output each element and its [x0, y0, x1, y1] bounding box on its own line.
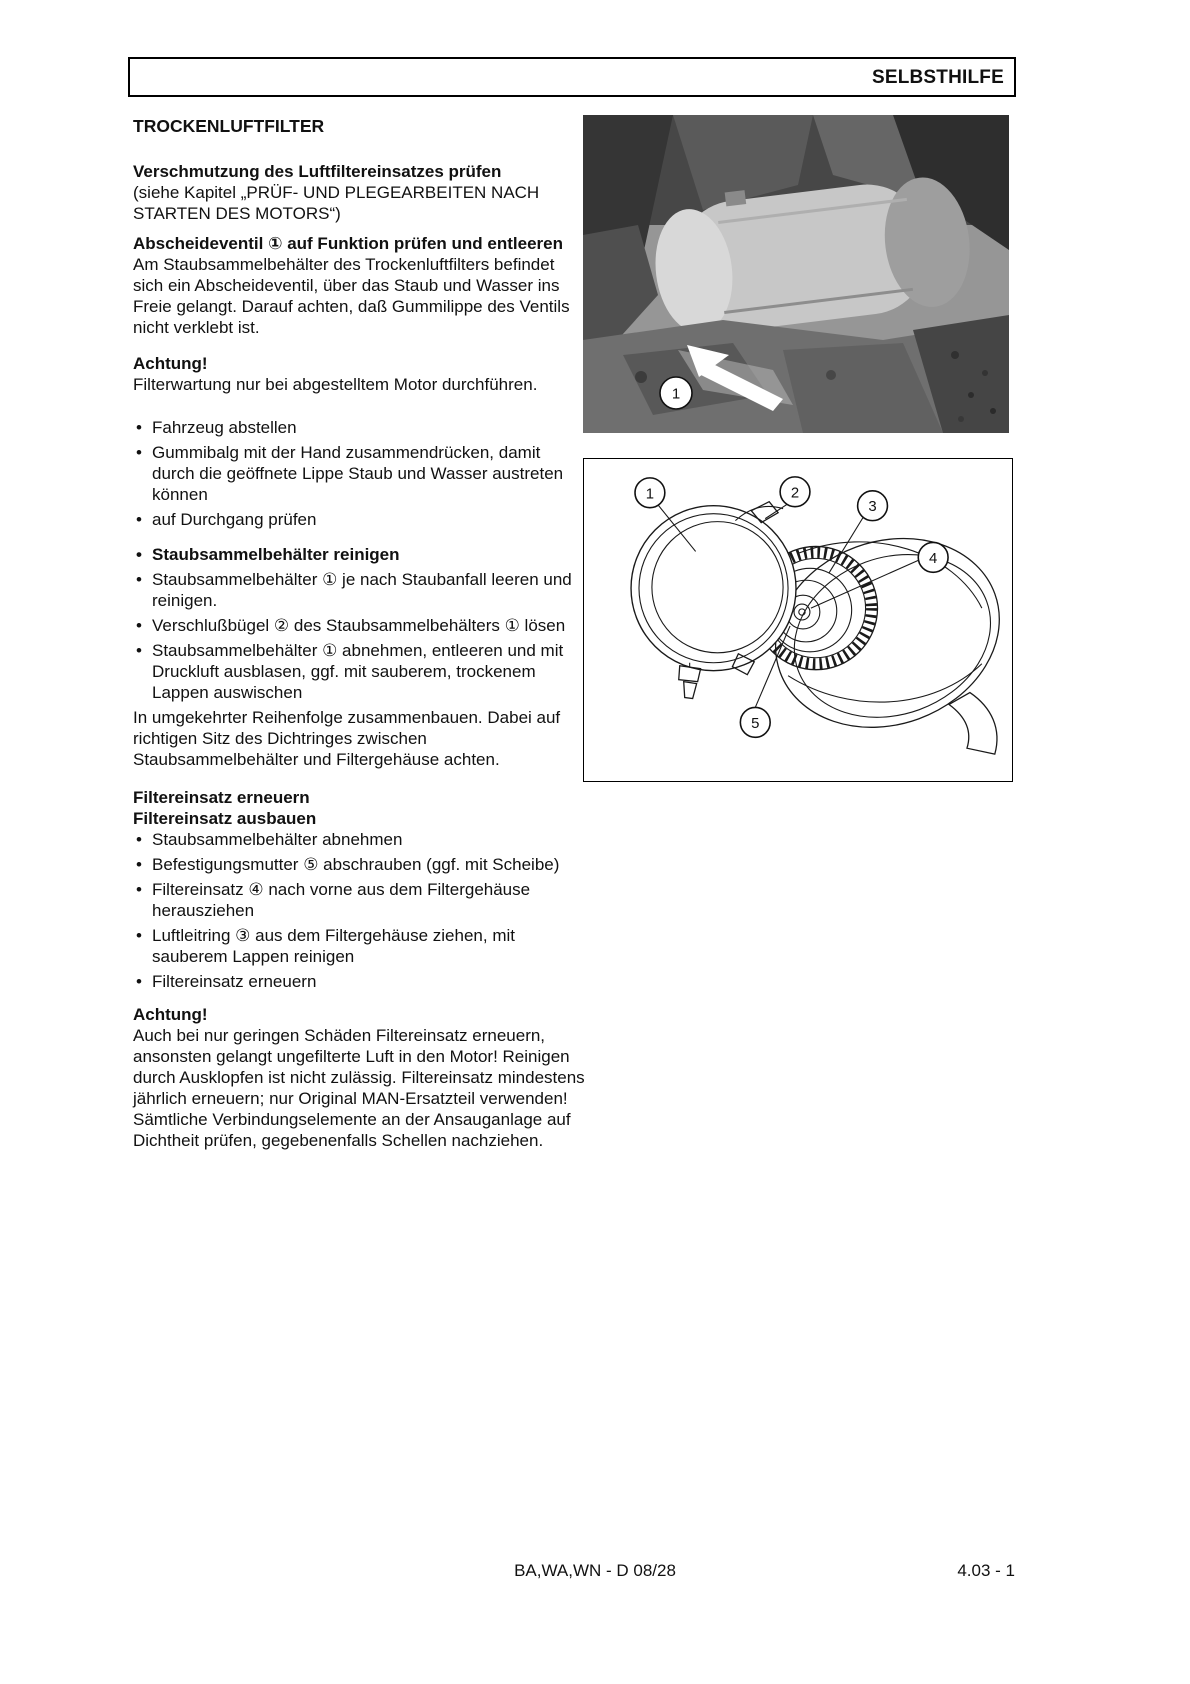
section-subheading: Filtereinsatz ausbauen [133, 809, 317, 828]
paragraph: Auch bei nur geringen Schäden Filtereinsatz erneuern, ansonsten gelangt ungefilterte Luft in den Motor! Reinigen durch Ausklopfen ist nicht zulässig. Filtereinsatz mindestens jährlich erneuern; nur Original MAN-Ersatzteil verwenden! Sämtliche Verbindungselemente an der Ansauganlage auf Dichtheit prüfen, gegebenenfalls Schellen nachziehen. [133, 1026, 585, 1150]
section-separator-valve [133, 233, 585, 338]
footer-doc-code: BA,WA,WN - D 08/28 [514, 1561, 676, 1580]
filter-diagram [584, 459, 1012, 781]
section-caution-1 [133, 353, 585, 395]
bullet-item: • Gummibalg mit der Hand zusammendrücken, damit durch die geöffnete Lippe Staub und Wasser austreten können [133, 442, 585, 505]
section-caution-2 [133, 1004, 585, 1151]
section-replace-element [133, 787, 585, 992]
bullet-item: • auf Durchgang prüfen [133, 509, 585, 530]
paragraph-reassembly-note: In umgekehrter Reihenfolge zusammenbauen. Dabei auf richtigen Sitz des Dichtringes zwischen Staubsammelbehälter und Filtergehäuse achten. [133, 708, 561, 769]
bullet-item: • Luftleitring ③ aus dem Filtergehäuse ziehen, mit sauberem Lappen reinigen [133, 925, 585, 967]
paragraph: Filterwartung nur bei abgestelltem Motor durchführen. [133, 375, 538, 394]
bullet-item: • Verschlußbügel ② des Staubsammelbehälters ① lösen [133, 615, 585, 636]
bullet-item: • Befestigungsmutter ⑤ abschrauben (ggf. mit Scheibe) [133, 854, 585, 875]
engine-photo-figure [583, 115, 1009, 433]
section-check-contamination [133, 161, 585, 224]
diagram-callout-4-label: 4 [929, 550, 938, 567]
bullet-heading: • Staubsammelbehälter reinigen [133, 544, 585, 565]
footer-page-number: 4.03 - 1 [957, 1561, 1015, 1580]
bullet-item: • Fahrzeug abstellen [133, 417, 585, 438]
diagram-callout-2 [780, 477, 810, 507]
page-footer [0, 1560, 1190, 1581]
bullet-item: • Staubsammelbehälter ① abnehmen, entleeren und mit Druckluft ausblasen, ggf. mit sauberem, trockenem Lappen auswischen [133, 640, 585, 703]
diagram-callout-3 [858, 491, 888, 521]
section-heading: Abscheideventil ① auf Funktion prüfen und entleeren [133, 234, 563, 253]
photo-callout-1 [660, 377, 692, 409]
bullet-item: • Staubsammelbehälter abnehmen [133, 829, 585, 850]
diagram-callout-5 [740, 707, 770, 737]
diagram-drawing [631, 502, 1012, 758]
filter-diagram-figure [583, 458, 1013, 782]
diagram-callout-3-label: 3 [868, 499, 877, 516]
bullet-item: • Filtereinsatz ④ nach vorne aus dem Filtergehäuse herausziehen [133, 879, 585, 921]
checklist-clean-container [133, 544, 585, 703]
text-column [133, 116, 585, 1151]
page-title: TROCKENLUFTFILTER [133, 116, 325, 136]
paragraph: Am Staubsammelbehälter des Trockenluftfilters befindet sich ein Abscheideventil, über das Staub und Wasser ins Freie gelangt. Darauf achten, daß Gummilippe des Ventils nicht verklebt ist. [133, 255, 570, 337]
header-label: SELBSTHILFE [871, 66, 1004, 88]
photo-callout-1-label: 1 [671, 385, 681, 403]
engine-photo [583, 115, 1009, 433]
section-heading: Filtereinsatz erneuern [133, 788, 310, 807]
bullet-item: • Filtereinsatz erneuern [133, 971, 585, 992]
paragraph: (siehe Kapitel „PRÜF- UND PLEGEARBEITEN NACH STARTEN DES MOTORS“) [133, 183, 540, 223]
bullet-item: • Staubsammelbehälter ① je nach Staubanfall leeren und reinigen. [133, 569, 585, 611]
section-heading: Verschmutzung des Luftfiltereinsatzes prüfen [133, 162, 502, 181]
header-bar [128, 57, 1016, 97]
diagram-callout-4 [918, 542, 948, 572]
checklist-replace-element [133, 829, 585, 992]
diagram-callout-5-label: 5 [751, 715, 760, 732]
diagram-callout-2-label: 2 [790, 485, 800, 502]
checklist-valve [133, 417, 585, 530]
diagram-callout-1-label: 1 [645, 486, 655, 503]
diagram-callout-1 [635, 478, 665, 508]
caution-heading: Achtung! [133, 1005, 208, 1024]
caution-heading: Achtung! [133, 354, 208, 373]
